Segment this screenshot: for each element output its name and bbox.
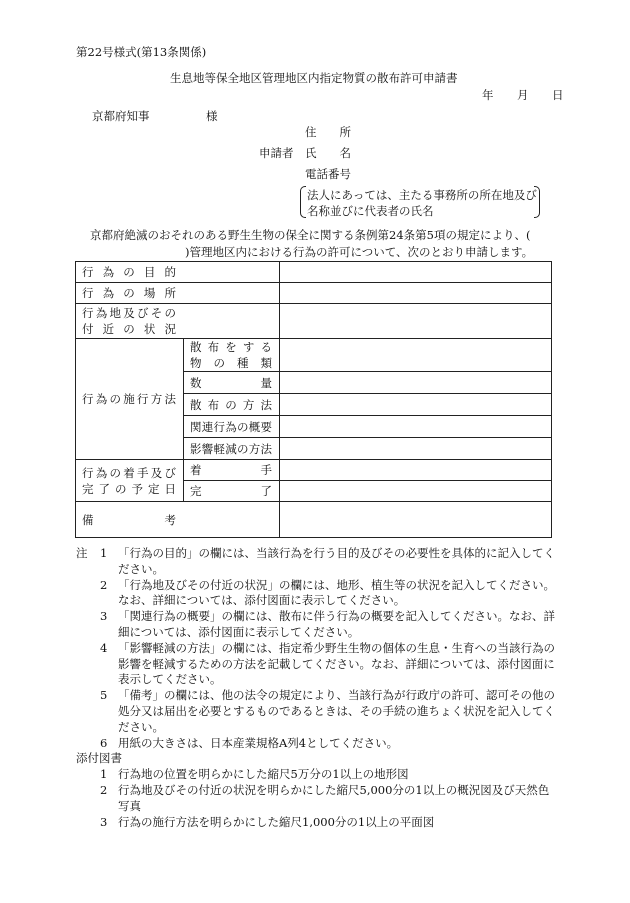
note-text: 「備考」の欄には、他の法令の規定により、当該行為が行政庁の許可、認可その他の処分又は届出を必要とするものであるときは、その手続の進ちょく状況を記入してください。 [118, 688, 555, 734]
application-table [75, 261, 552, 538]
notes-head: 注 [76, 546, 88, 560]
notes-section [76, 546, 556, 830]
attachment-number: 2 [100, 782, 108, 797]
table-row [76, 460, 552, 481]
purpose-label: 行為の目的 [82, 265, 176, 279]
remarks-label-1: 備 [82, 512, 94, 527]
area-label-line2: 付近の状況 [82, 322, 176, 336]
form-number: 第22号様式(第13条関係) [76, 45, 207, 59]
schedule-label-line2: 完了の予定日 [82, 481, 176, 496]
kind-label-line1: 散布をする [190, 340, 272, 354]
amount-label: 数 量 [190, 375, 272, 390]
attachment-text: 行為地及びその付近の状況を明らかにした縮尺5,000分の1以上の概況図及び天然色写真 [118, 782, 550, 813]
intro-line2: )管理地区内における行為の許可について、次のとおり申請します。 [185, 245, 534, 259]
end-field[interactable] [280, 481, 552, 502]
mitigation-field[interactable] [280, 438, 552, 460]
addressee: 京都府知事 [92, 109, 150, 123]
place-label: 行為の場所 [82, 286, 176, 300]
related-field[interactable] [280, 416, 552, 438]
applicant-address-label: 住 所 [305, 125, 351, 139]
amount-field[interactable] [280, 372, 552, 394]
applicant-label: 申請者 [259, 146, 294, 160]
note-number: 1 [100, 546, 108, 560]
kind-field[interactable] [280, 339, 552, 372]
attachment-number: 1 [100, 767, 108, 782]
spray-method-field[interactable] [280, 394, 552, 416]
table-row [76, 502, 552, 538]
date-field: 年 月 日 [482, 88, 570, 102]
remarks-label-2: 考 [164, 512, 176, 527]
note-number: 6 [100, 735, 108, 750]
intro-line1: 京都府絶滅のおそれのある野生生物の保全に関する条例第24条第5項の規定により、( [90, 228, 531, 242]
related-label: 関連行為の概要 [190, 419, 272, 434]
note-number: 4 [100, 640, 108, 655]
place-field[interactable] [280, 283, 552, 304]
purpose-field[interactable] [280, 262, 552, 283]
note-number: 5 [100, 688, 108, 703]
note-text: 「行為の目的」の欄には、当該行為を行う目的及びその必要性を具体的に記入してください。 [118, 546, 555, 576]
note-text: 「行為地及びその付近の状況」の欄には、地形、植生等の状況を記入してください。なお、詳細については、添付図面に表示してください。 [118, 577, 555, 608]
applicant-name-label: 氏 名 [305, 146, 351, 160]
kind-label-line2: 物の種類 [190, 356, 272, 370]
applicant-phone-label: 電話番号 [305, 167, 351, 181]
addressee-suffix: 様 [206, 109, 218, 123]
method-label: 行為の施行方法 [82, 392, 176, 406]
note-text: 「関連行為の概要」の欄には、散布に伴う行為の概要を記入してください。なお、詳細については、添付図面に表示してください。 [118, 609, 555, 639]
note-text: 用紙の大きさは、日本産業規格A列4としてください。 [118, 735, 399, 750]
page-title: 生息地等保全地区管理地区内指定物質の散布許可申請書 [170, 71, 458, 85]
table-row [76, 283, 552, 304]
corporate-note-line2: 名称並びに代表者の氏名 [307, 204, 434, 218]
attachments-head: 添付図書 [76, 751, 122, 766]
area-label-line1: 行為地及びその [82, 306, 176, 320]
note-number: 2 [100, 577, 108, 592]
mitigation-label: 影響軽減の方法 [190, 441, 272, 456]
spray-method-label: 散布の方法 [190, 397, 272, 412]
area-field[interactable] [280, 304, 552, 339]
attachment-number: 3 [100, 814, 108, 829]
attachment-text: 行為の施行方法を明らかにした縮尺1,000分の1以上の平面図 [118, 814, 435, 829]
corporate-note-line1: 法人にあっては、主たる事務所の所在地及び [307, 188, 537, 202]
start-field[interactable] [280, 460, 552, 481]
end-label: 完 了 [190, 484, 272, 498]
table-row [76, 262, 552, 283]
note-text: 「影響軽減の方法」の欄には、指定希少野生生物の個体の生息・生育への当該行為の影響を軽減するための方法を記載してください。なお、詳細については、添付図面に表示してください。 [118, 640, 555, 687]
schedule-label-line1: 行為の着手及び [82, 465, 176, 480]
attachment-text: 行為地の位置を明らかにした縮尺5万分の1以上の地形図 [118, 767, 409, 782]
remarks-field[interactable] [280, 502, 552, 538]
table-row [76, 304, 552, 339]
start-label: 着 手 [190, 463, 272, 477]
table-row [76, 339, 552, 372]
note-number: 3 [100, 609, 108, 624]
